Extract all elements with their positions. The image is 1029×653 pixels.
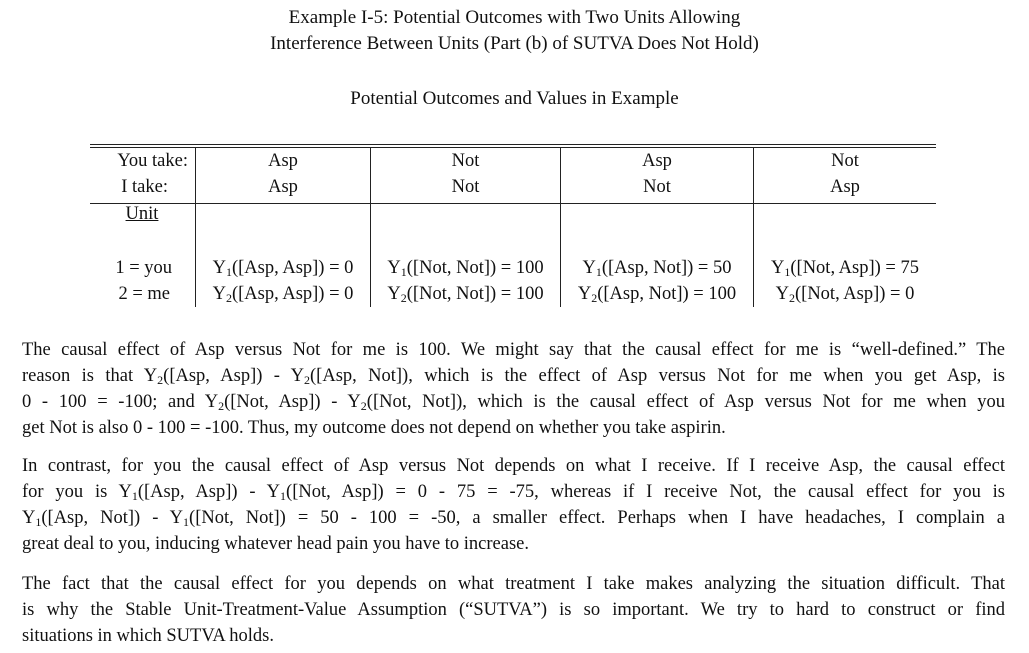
paragraph-line: great deal to you, inducing whatever head pain you have to increase. [22, 534, 530, 554]
outcome-cell-unit-1: $Y_1([Not$, Asp]) = 75 [771, 258, 919, 279]
column-header-me: Asp [830, 177, 860, 197]
row-label-unit-1: 1 = you [115, 258, 172, 278]
table-top-rule-double [90, 147, 936, 148]
column-header-me: Not [643, 177, 671, 197]
row-label-i-take: I take: [121, 177, 168, 197]
row-label-unit: Unit [125, 204, 159, 224]
row-label-unit-2: 2 = me [118, 284, 170, 304]
paragraph-2 [22, 453, 1005, 557]
outcome-cell-unit-1: $Y_1([Asp$, Not]) = 50 [582, 258, 732, 279]
table-header-rule [90, 203, 936, 204]
column-header-you: Asp [642, 151, 672, 171]
outcome-cell-unit-2: $Y_2([Not$, Not]) = 100 [387, 284, 544, 305]
column-header-me: Not [451, 177, 480, 197]
paragraph-line: 0 - 100 = -100; and $Y_2([Not$, $Asp]) - Y_2([Not$, Not]), which is the causal effect of Asp versus Not for me when you [22, 392, 1005, 413]
table-caption: Potential Outcomes and Values in Example [350, 88, 679, 109]
paragraph-line: The causal effect of Asp versus Not for me is 100. We might say that the causal effect for me is “well-defined.” The [22, 340, 1005, 360]
paragraph-1 [22, 337, 1005, 441]
outcome-cell-unit-2: $Y_2([Asp$, Not]) = 100 [577, 284, 737, 305]
example-title-line-1: Example I-5: Potential Outcomes with Two Units Allowing [288, 7, 741, 28]
paragraph-line: for you is $Y_1([Asp$, $Asp]) - Y_1([Not$, Asp]) = 0 - 75 = -75, whereas if I receive Not, the causal effect for you is [22, 482, 1005, 503]
outcome-cell-unit-2: $Y_2([Asp$, Asp]) = 0 [212, 284, 354, 305]
outcome-cell-unit-2: $Y_2([Not$, Asp]) = 0 [775, 284, 915, 305]
paragraph-line: $Y_1([Asp$, $Not]) - Y_1([Not$, Not]) = 50 - 100 = -50, a smaller effect. Perhaps when I have headaches, I complain a [22, 508, 1005, 529]
outcome-cell-unit-1: $Y_1([Asp$, Asp]) = 0 [212, 258, 354, 279]
paragraph-line: reason is that $Y_2([Asp$, $Asp]) - Y_2([Asp$, Not]), which is the effect of Asp versus Not for me when you get Asp, is [22, 366, 1005, 387]
paragraph-line: situations in which SUTVA holds. [22, 626, 274, 646]
column-header-you: Asp [268, 151, 298, 171]
paragraph-line: In contrast, for you the causal effect of Asp versus Not depends on what I receive. If I receive Asp, the causal effect [22, 456, 1005, 476]
paragraph-line: get Not is also 0 - 100 = -100. Thus, my outcome does not depend on whether you take aspirin. [22, 418, 726, 438]
outcome-cell-unit-1: $Y_1([Not$, Not]) = 100 [387, 258, 544, 279]
table-top-rule [90, 144, 936, 145]
paragraph-line: The fact that the causal effect for you depends on what treatment I take makes analyzing the situation difficult. That [22, 574, 1005, 594]
paragraph-line: is why the Stable Unit-Treatment-Value Assumption (“SUTVA”) is so important. We try to hard to construct or find [22, 600, 1005, 620]
column-header-you: Not [451, 151, 480, 171]
paragraph-3 [22, 571, 1005, 649]
column-header-you: Not [831, 151, 859, 171]
column-header-me: Asp [268, 177, 298, 197]
row-label-you-take: You take: [117, 151, 188, 171]
example-title-line-2: Interference Between Units (Part (b) of SUTVA Does Not Hold) [270, 33, 759, 54]
